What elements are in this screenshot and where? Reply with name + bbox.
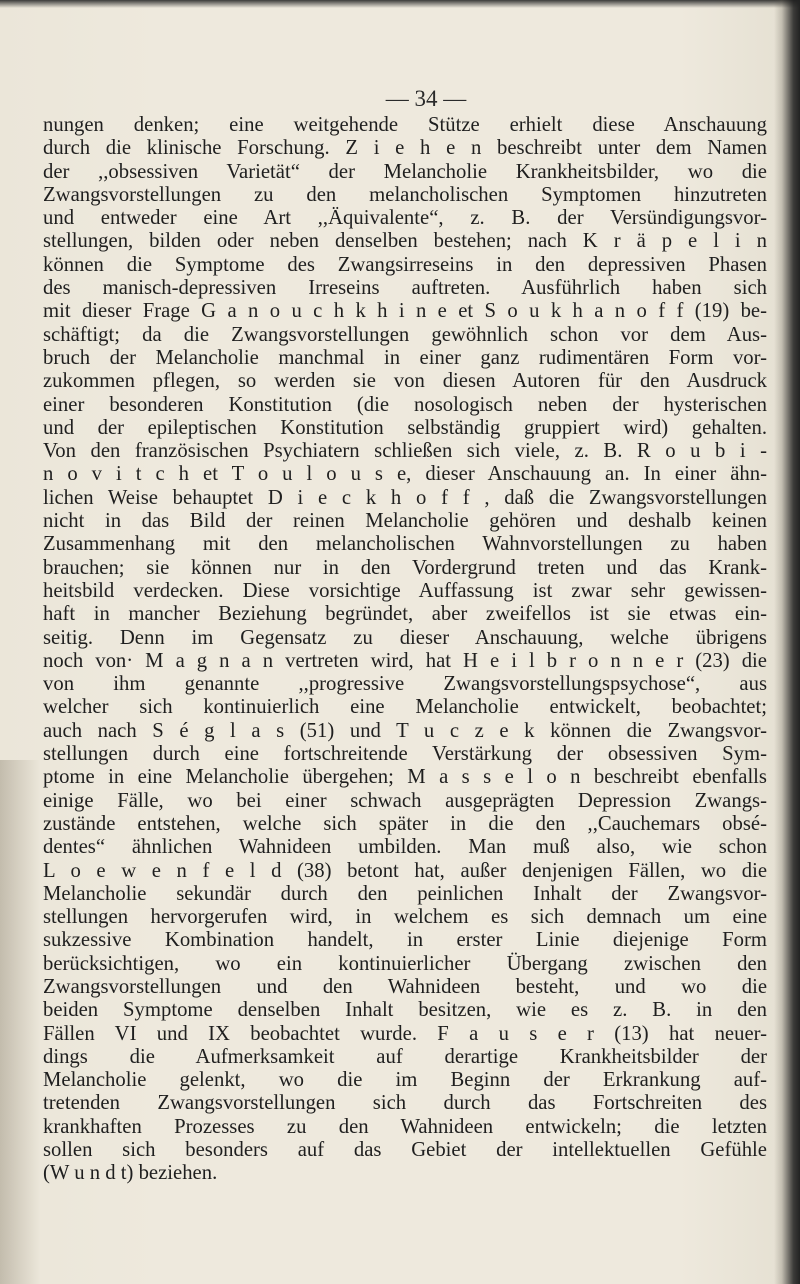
page-binding-shadow bbox=[774, 0, 800, 1284]
text-line: sollen sich besonders auf das Gebiet der intellektuellen Gefühle bbox=[43, 1139, 767, 1162]
text-line: einige Fälle, wo bei einer schwach ausgeprägten Depression Zwangs- bbox=[43, 789, 767, 812]
text-line: Fällen VI und IX beobachtet wurde. F a u s e r (13) hat neuer- bbox=[43, 1022, 767, 1045]
text-line: und der epileptischen Konstitution selbständig gruppiert wird) gehalten. bbox=[43, 416, 767, 439]
text-line: mit dieser Frage G a n o u c h k h i n e et S o u k h a n o f f (19) be- bbox=[43, 300, 767, 323]
text-line: seitig. Denn im Gegensatz zu dieser Anschauung, welche übrigens bbox=[43, 626, 767, 649]
text-line: bruch der Melancholie manchmal in einer ganz rudimentären Form vor- bbox=[43, 346, 767, 369]
text-line: nicht in das Bild der reinen Melancholie gehören und deshalb keinen bbox=[43, 510, 767, 533]
text-line: zukommen pflegen, so werden sie von diesen Autoren für den Ausdruck bbox=[43, 370, 767, 393]
text-line: und entweder eine Art ,,Äquivalente“, z. B. der Versündigungsvor- bbox=[43, 207, 767, 230]
text-line: welcher sich kontinuierlich eine Melancholie entwickelt, beobachtet; bbox=[43, 696, 767, 719]
text-line: Zusammenhang mit den melancholischen Wahnvorstellungen zu haben bbox=[43, 533, 767, 556]
text-line: Von den französischen Psychiatern schließen sich viele, z. B. R o u b i - bbox=[43, 440, 767, 463]
text-line: durch die klinische Forschung. Z i e h e n beschreibt unter dem Namen bbox=[43, 137, 767, 160]
text-line: stellungen hervorgerufen wird, in welchem es sich demnach um eine bbox=[43, 906, 767, 929]
page-top-shadow bbox=[0, 0, 800, 8]
body-text bbox=[43, 114, 767, 1186]
text-line: haft in mancher Beziehung begründet, aber zweifellos ist sie etwas ein- bbox=[43, 603, 767, 626]
text-line: n o v i t c h et T o u l o u s e, dieser Anschauung an. In einer ähn- bbox=[43, 463, 767, 486]
text-line: zustände entstehen, welche sich später in die den ,,Cauchemars obsé- bbox=[43, 812, 767, 835]
text-line: (W u n d t) beziehen. bbox=[43, 1162, 218, 1185]
text-line: des manisch-depressiven Irreseins auftreten. Ausführlich haben sich bbox=[43, 277, 767, 300]
text-line: noch von· M a g n a n vertreten wird, hat H e i l b r o n n e r (23) die bbox=[43, 649, 767, 672]
text-line: von ihm genannte ,,progressive Zwangsvorstellungspsychose“, aus bbox=[43, 673, 767, 696]
text-line: können die Symptome des Zwangsirreseins in den depressiven Phasen bbox=[43, 253, 767, 276]
text-line: Zwangsvorstellungen zu den melancholischen Symptomen hinzutreten bbox=[43, 183, 767, 206]
text-line: einer besonderen Konstitution (die nosologisch neben der hysterischen bbox=[43, 393, 767, 416]
text-line: dings die Aufmerksamkeit auf derartige Krankheitsbilder der bbox=[43, 1045, 767, 1068]
text-line: nungen denken; eine weitgehende Stütze erhielt diese Anschauung bbox=[43, 114, 767, 136]
text-line: tretenden Zwangsvorstellungen sich durch das Fortschreiten des bbox=[43, 1092, 767, 1115]
text-line: Melancholie sekundär durch den peinlichen Inhalt der Zwangsvor- bbox=[43, 882, 767, 905]
text-line: heitsbild verdecken. Diese vorsichtige Auffassung ist zwar sehr gewissen- bbox=[43, 579, 767, 602]
text-line: stellungen, bilden oder neben denselben bestehen; nach K r ä p e l i n bbox=[43, 230, 767, 253]
page-left-stain bbox=[0, 760, 40, 1284]
text-line: Zwangsvorstellungen und den Wahnideen besteht, und wo die bbox=[43, 975, 767, 998]
text-line: brauchen; sie können nur in den Vordergrund treten und das Krank- bbox=[43, 556, 767, 579]
text-line: stellungen durch eine fortschreitende Verstärkung der obsessiven Sym- bbox=[43, 743, 767, 766]
text-line: dentes“ ähnlichen Wahnideen umbilden. Man muß also, wie schon bbox=[43, 836, 767, 859]
text-line: lichen Weise behauptet D i e c k h o f f , daß die Zwangsvorstellungen bbox=[43, 486, 767, 509]
text-line: auch nach S é g l a s (51) und T u c z e k können die Zwangsvor- bbox=[43, 719, 767, 742]
text-line: schäftigt; da die Zwangsvorstellungen gewöhnlich schon vor dem Aus- bbox=[43, 323, 767, 346]
text-line: L o e w e n f e l d (38) betont hat, außer denjenigen Fällen, wo die bbox=[43, 859, 767, 882]
text-line: Melancholie gelenkt, wo die im Beginn der Erkrankung auf- bbox=[43, 1069, 767, 1092]
text-line: ptome in eine Melancholie übergehen; M a s s e l o n beschreibt ebenfalls bbox=[43, 766, 767, 789]
text-line: sukzessive Kombination handelt, in erster Linie diejenige Form bbox=[43, 929, 767, 952]
text-line: krankhaften Prozesses zu den Wahnideen entwickeln; die letzten bbox=[43, 1115, 767, 1138]
text-line: berücksichtigen, wo ein kontinuierlicher Übergang zwischen den bbox=[43, 952, 767, 975]
text-line: der ,,obsessiven Varietät“ der Melancholie Krankheitsbilder, wo die bbox=[43, 160, 767, 183]
text-line: beiden Symptome denselben Inhalt besitzen, wie es z. B. in den bbox=[43, 999, 767, 1022]
page-number: — 34 — bbox=[385, 86, 467, 111]
